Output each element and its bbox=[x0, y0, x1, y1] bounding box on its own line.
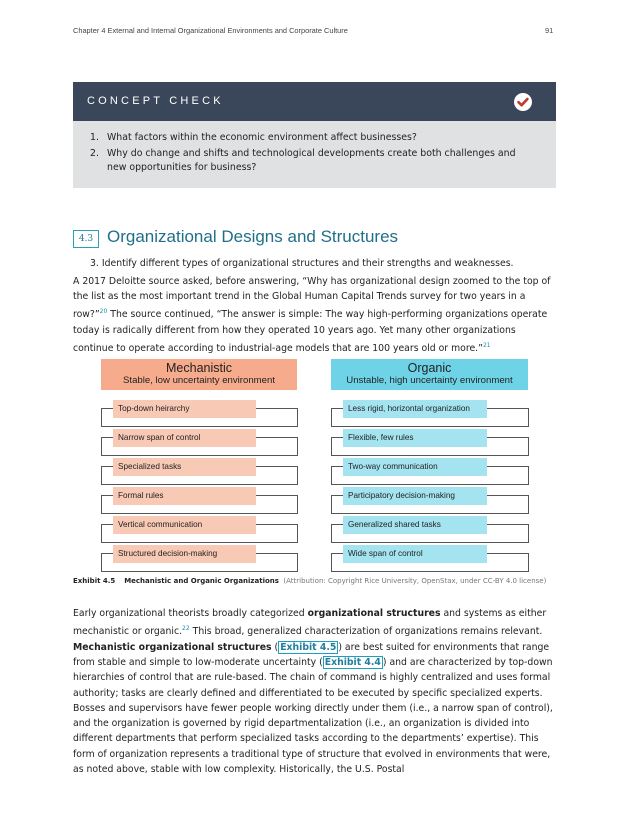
section-number: 4.3 bbox=[73, 230, 99, 248]
organic-item: Participatory decision-making bbox=[343, 487, 487, 505]
list-item: 1. What factors within the economic environment affect businesses? bbox=[90, 132, 417, 143]
footnote-ref[interactable]: 21 bbox=[482, 341, 491, 349]
concept-check-title: CONCEPT CHECK bbox=[87, 95, 224, 107]
section-title: Organizational Designs and Structures bbox=[107, 227, 399, 246]
running-header: Chapter 4 External and Internal Organizational Environments and Corporate Culture bbox=[73, 26, 348, 35]
organic-header: Organic Unstable, high uncertainty environment bbox=[331, 359, 528, 390]
exhibit-caption: Exhibit 4.5 Mechanistic and Organic Organizations (Attribution: Copyright Rice University, OpenStax, under CC-BY 4.0 license) bbox=[73, 577, 547, 585]
footnote-ref[interactable]: 22 bbox=[182, 625, 190, 633]
checkmark-icon bbox=[514, 93, 532, 111]
mechanistic-item: Top-down heirarchy bbox=[113, 400, 256, 418]
footnote-ref[interactable]: 20 bbox=[99, 308, 108, 316]
paragraph: A 2017 Deloitte source asked, before answering, “Why has organizational design zoomed to the top of the list as the most important trend in the Global Human Capital Trends survey for two years in a row?”$^{20}$ The source continued, “The answer is simple: The way high-performing organizations operate today is radically different from how they operated 10 years ago. Yet many other organizations continue to operate according to industrial-age models that are 100 years old or more.”$^{21}$ bbox=[73, 276, 551, 354]
mechanistic-item: Narrow span of control bbox=[113, 429, 256, 447]
mechanistic-item: Formal rules bbox=[113, 487, 256, 505]
organic-item: Generalized shared tasks bbox=[343, 516, 487, 534]
mechanistic-item: Structured decision-making bbox=[113, 545, 256, 563]
mechanistic-item: Vertical communication bbox=[113, 516, 256, 534]
concept-check-box bbox=[73, 82, 556, 188]
mechanistic-item: Specialized tasks bbox=[113, 458, 256, 476]
organic-item: Less rigid, horizontal organization bbox=[343, 400, 487, 418]
page-number: 91 bbox=[545, 26, 554, 35]
learning-objective: 3. Identify different types of organizational structures and their strengths and weaknesses. bbox=[90, 258, 514, 269]
organic-item: Wide span of control bbox=[343, 545, 487, 563]
list-item: 2. Why do change and shifts and technological developments create both challenges and new opportunities for business? bbox=[90, 147, 516, 174]
concept-check-list bbox=[90, 131, 527, 176]
organic-item: Two-way communication bbox=[343, 458, 487, 476]
mechanistic-header: Mechanistic Stable, low uncertainty environment bbox=[101, 359, 297, 390]
paragraph: Early organizational theorists broadly categorized organizational structures and systems as either mechanistic or organic.$^{22}$ This broad, generalized characterization of organizations remains relevant. Mechanistic organizational structures ( Exhibit 4.5 ) are best suited for environments that range from stable and simple to low-moderate uncertainty ( Exhibit 4.4 ) and are characterized by top-down hierarchies of control that are rule-based. The chain of command is highly centralized and uses formal authority; tasks are clearly defined and differentiated to be executed by specific specialized experts. Bosses and supervisors have fewer people working directly under them (i.e., a narrow span of control), and the organization is governed by rigid departmentalization (i.e., an organization is divided into different departments that perform specialized tasks according to the departments’ expertise). This form of organization represents a traditional type of structure that evolved in environments that were, as noted above, stable with low complexity. Historically, the U.S. Postal bbox=[73, 608, 553, 776]
exhibit-link[interactable]: Exhibit 4.4 bbox=[324, 656, 381, 668]
organic-item: Flexible, few rules bbox=[343, 429, 487, 447]
exhibit-link[interactable]: Exhibit 4.5 bbox=[280, 641, 337, 653]
concept-check-header bbox=[73, 82, 556, 121]
